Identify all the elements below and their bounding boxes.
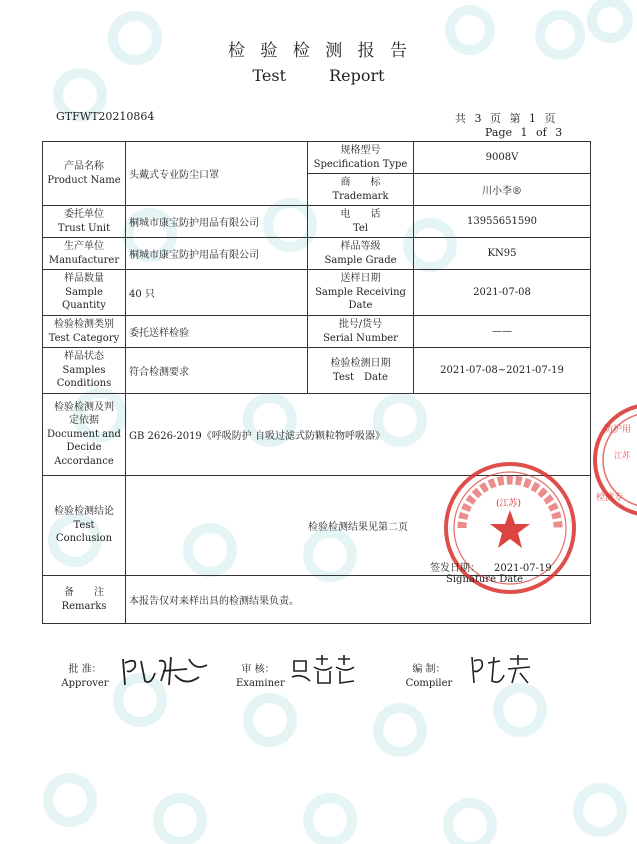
report-number: GTFWT20210864	[56, 110, 155, 123]
serial-number-label: 批号/货号 Serial Number	[308, 316, 414, 348]
remarks-value: 本报告仅对来样出具的检测结果负责。	[126, 576, 591, 624]
conclusion-label: 检验检测结论 Test Conclusion	[43, 476, 126, 576]
serial-number-value: ——	[414, 316, 591, 348]
sample-grade-label: 样品等级 Sample Grade	[308, 238, 414, 270]
trust-unit-label: 委托单位 Trust Unit	[43, 206, 126, 238]
svg-text:防护用: 防护用	[604, 425, 632, 435]
basis-value: GB 2626-2019《呼吸防护 自吸过滤式防颗粒物呼吸器》	[126, 394, 591, 476]
test-date-value: 2021-07-08~2021-07-19	[414, 348, 591, 394]
spec-type-label: 规格型号 Specification Type	[308, 142, 414, 174]
stamp-text: (江苏)	[496, 499, 522, 509]
partial-stamp	[588, 400, 637, 520]
manufacturer-label: 生产单位 Manufacturer	[43, 238, 126, 270]
sample-conditions-label: 样品状态 Samples Conditions	[43, 348, 126, 394]
compiler-label: 编 制： Compiler	[405, 664, 453, 689]
examiner-label: 审 核： Examiner	[236, 664, 285, 689]
tel-value: 13955651590	[414, 206, 591, 238]
manufacturer-value: 桐城市康宝防护用品有限公司	[126, 238, 308, 270]
conclusion-value: 检验检测结果见第二页	[308, 522, 408, 533]
sample-grade-value: KN95	[414, 238, 591, 270]
sample-quantity-label: 样品数量 Sample Quantity	[43, 270, 126, 316]
page-indicator-en: Page 1 of 3	[485, 126, 563, 139]
receiving-date-value: 2021-07-08	[414, 270, 591, 316]
trust-unit-value: 桐城市康宝防护用品有限公司	[126, 206, 308, 238]
test-category-value: 委托送样检验	[126, 316, 308, 348]
trademark-label: 商 标 Trademark	[308, 174, 414, 206]
remarks-label: 备 注 Remarks	[43, 576, 126, 624]
approver-label: 批 准： Approver	[61, 664, 109, 689]
approver-signature	[115, 651, 215, 691]
receiving-date-label: 送样日期 Sample Receiving Date	[308, 270, 414, 316]
test-category-label: 检验检测类别 Test Category	[43, 316, 126, 348]
sample-quantity-value: 40 只	[126, 270, 308, 316]
svg-text:检测专: 检测专	[596, 493, 624, 503]
test-date-label: 检验检测日期 Test Date	[308, 348, 414, 394]
report-title-en: Test Report	[252, 66, 385, 85]
page-indicator-cn: 共 3 页 第 1 页	[455, 112, 556, 125]
trademark-value: 川小李®	[414, 174, 591, 206]
signature-date-label: Signature Date	[446, 574, 524, 585]
examiner-signature	[288, 651, 364, 687]
compiler-signature	[466, 651, 538, 687]
tel-label: 电 话 Tel	[308, 206, 414, 238]
svg-text:江苏: 江苏	[614, 451, 630, 460]
spec-type-value: 9008V	[414, 142, 591, 174]
issue-date-label: 签发日期： 2021-07-19	[430, 563, 552, 574]
report-title-cn: 检 验 检 测 报 告	[227, 41, 410, 61]
sample-conditions-value: 符合检测要求	[126, 348, 308, 394]
basis-label: 检验检测及判 定依据 Document and Decide Accordance	[43, 394, 126, 476]
product-name-label: 产品名称 Product Name	[43, 142, 126, 206]
product-name-value: 头戴式专业防尘口罩	[126, 142, 308, 206]
